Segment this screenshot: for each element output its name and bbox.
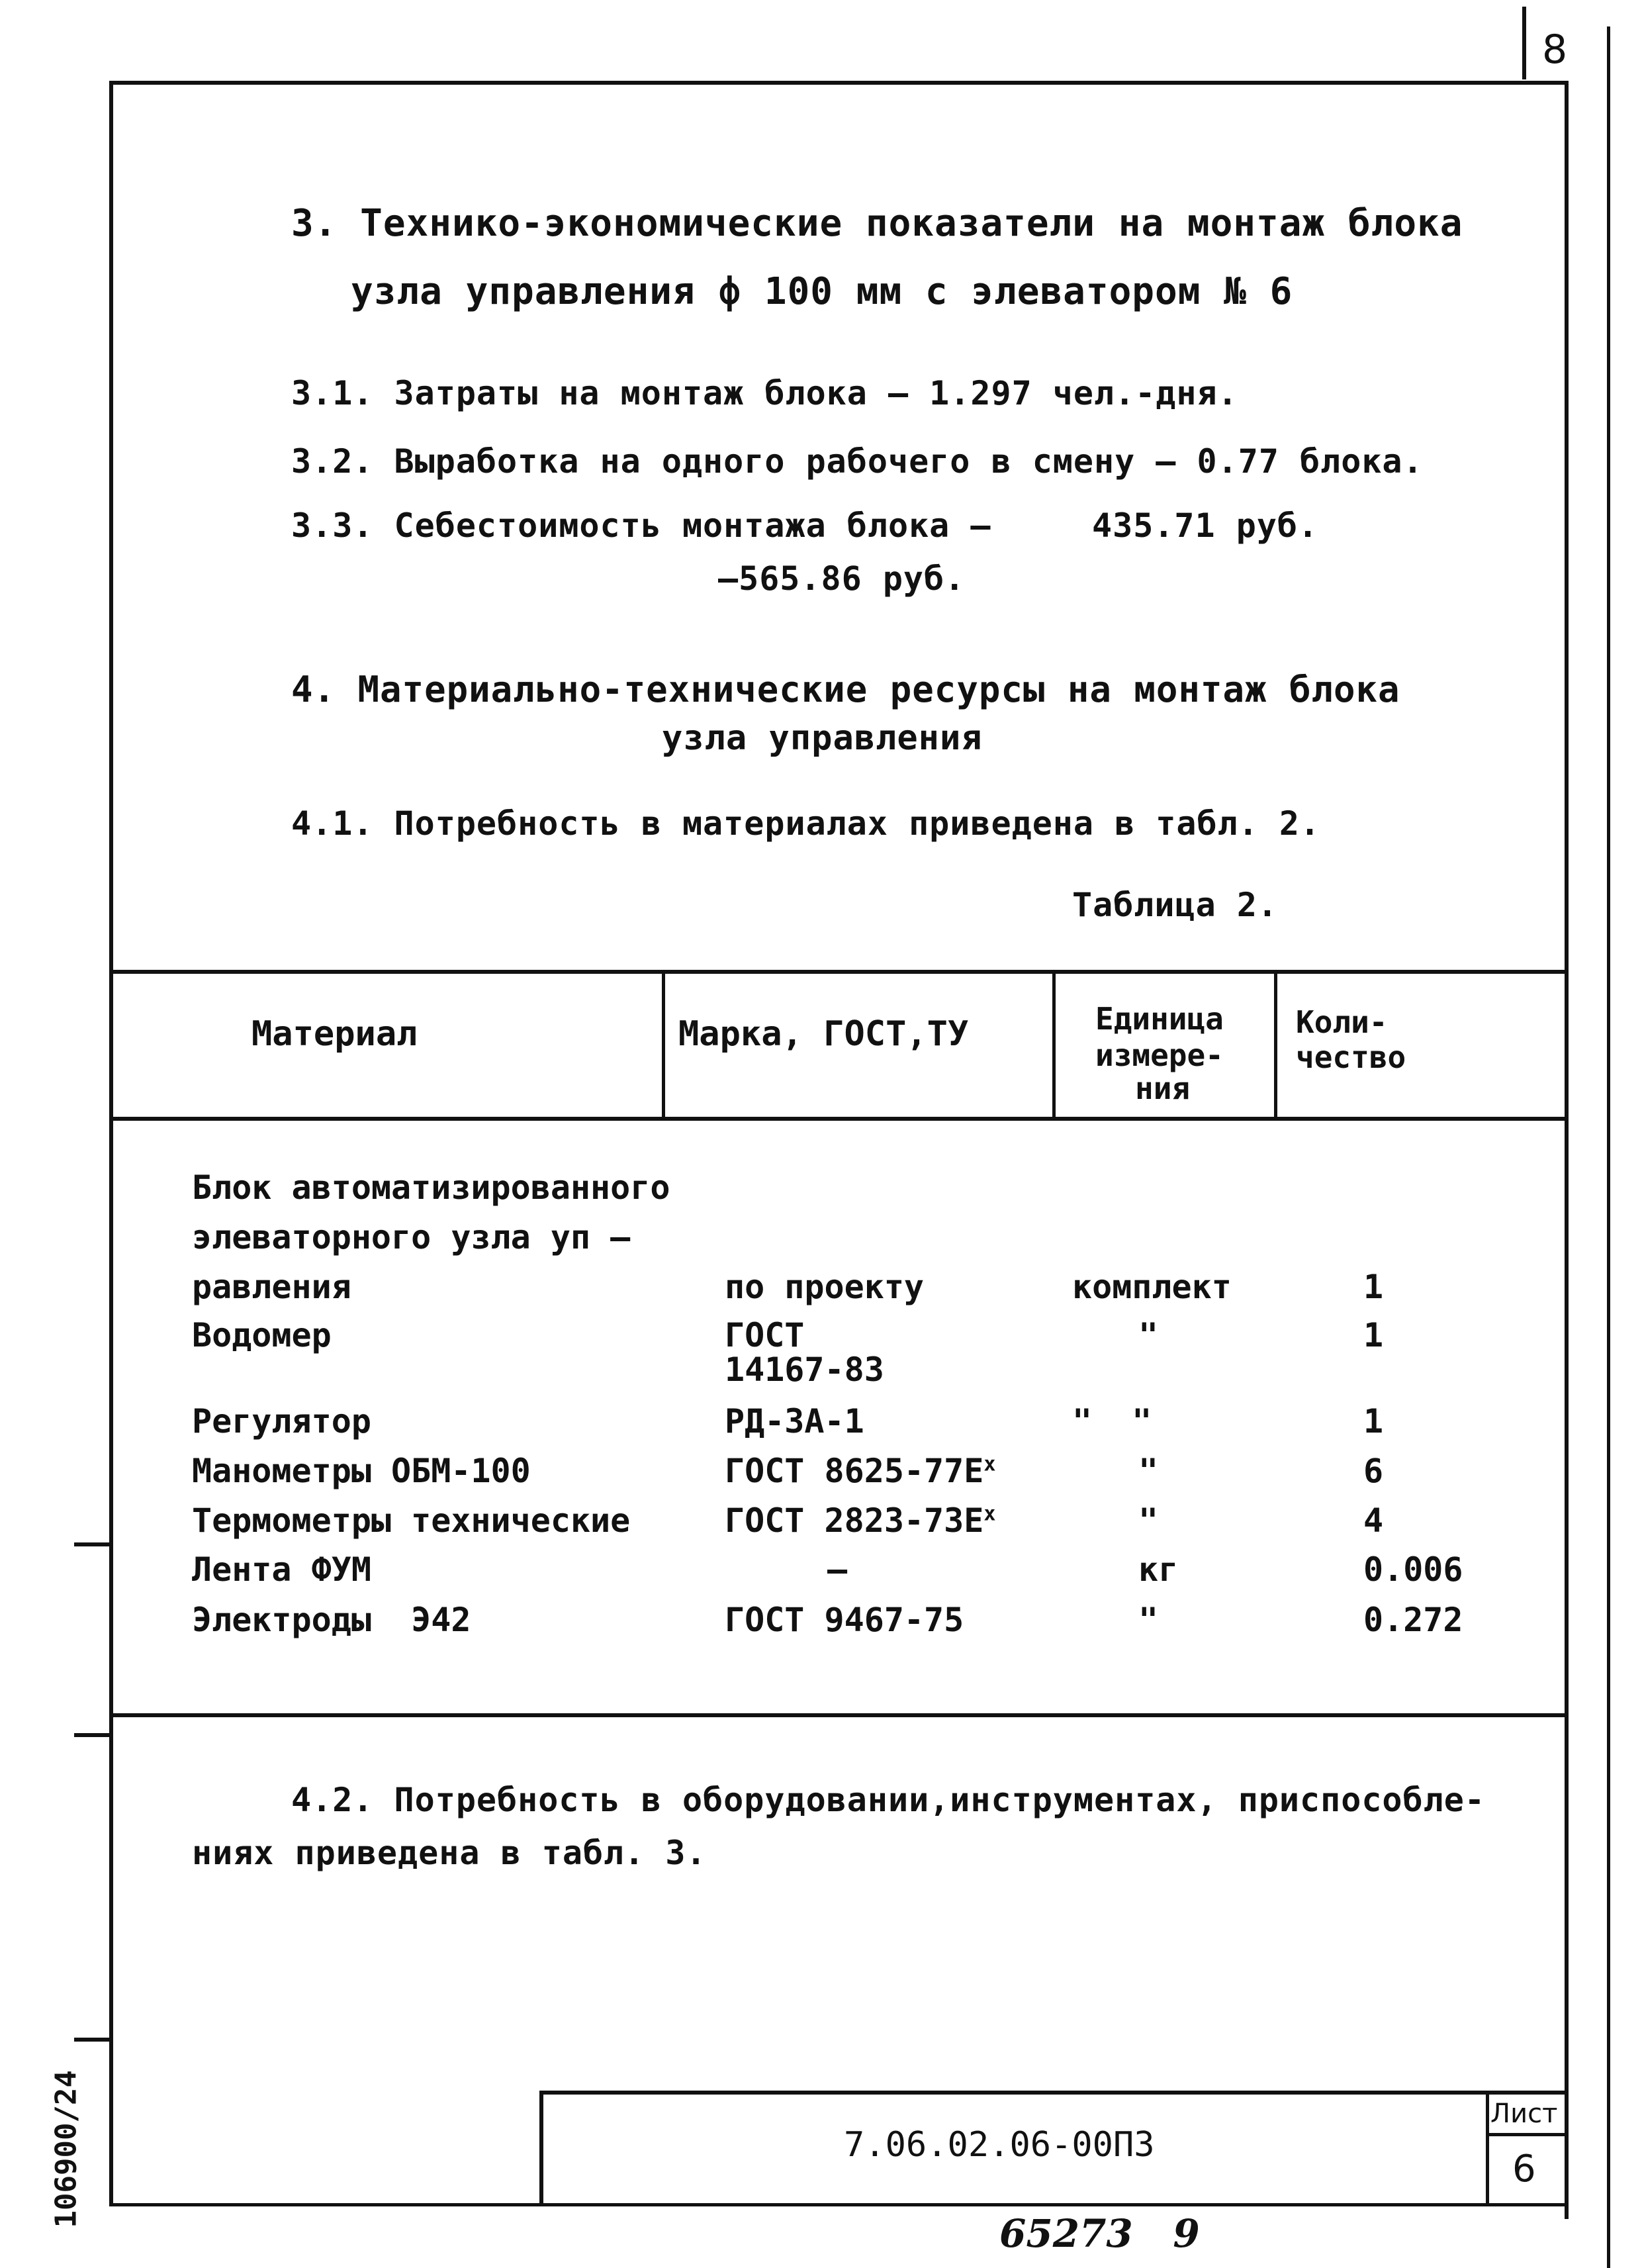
header-unit-l2: измере- — [1095, 1037, 1224, 1073]
row3-unit: " " — [1072, 1402, 1152, 1441]
frame-left — [109, 81, 113, 2206]
table-col-divider-2 — [1052, 970, 1056, 1119]
row2-mark-l1: ГОСТ — [725, 1316, 805, 1354]
margin-tick-2 — [74, 1733, 113, 1737]
titleblock-top — [539, 2091, 1569, 2095]
row4-mark-wrap — [725, 1452, 995, 1490]
row7-name: Электроды Э42 — [192, 1601, 471, 1639]
row4-unit: " — [1138, 1452, 1159, 1490]
row1-name-l2: элеваторного узла уп – — [192, 1218, 631, 1256]
item42-line2: ниях приведена в табл. 3. — [192, 1834, 707, 1872]
row5-mark: ГОСТ 2823-73Е — [725, 1501, 984, 1540]
titleblock-divider — [1486, 2091, 1489, 2206]
header-qty-l1: Коли- — [1296, 1004, 1388, 1040]
row1-qty: 1 — [1363, 1268, 1384, 1306]
row1-name-l3: равления — [192, 1268, 351, 1306]
table-col-divider-3 — [1274, 970, 1277, 1119]
section4-title-line1: 4. Материально-технические ресурсы на монтаж блока — [291, 669, 1400, 710]
row2-name: Водомер — [192, 1316, 332, 1354]
header-unit-l3: ния — [1135, 1070, 1191, 1106]
row1-name-l1: Блок автоматизированного — [192, 1168, 670, 1207]
section3-item3-label: 3.3. Себестоимость монтажа блока – — [291, 506, 991, 545]
row1-mark: по проекту — [725, 1268, 925, 1306]
section3-item3-value1: 435.71 руб. — [1092, 506, 1319, 545]
section3-item3-value2: –565.86 руб. — [718, 559, 966, 598]
section3-item1: 3.1. Затраты на монтаж блока – 1.297 чел.-дня. — [291, 374, 1238, 412]
frame-outer-right — [1607, 26, 1610, 2268]
row2-unit: " — [1138, 1316, 1159, 1354]
row4-qty: 6 — [1363, 1452, 1384, 1490]
section3-title-line2: узла управления ф 100 мм с элеватором № 6 — [351, 270, 1293, 313]
row6-qty: 0.006 — [1363, 1550, 1463, 1589]
table-bottom-rule — [109, 1713, 1569, 1717]
margin-tick-1 — [74, 1542, 113, 1546]
row5-qty: 4 — [1363, 1501, 1384, 1540]
row4-mark-sup: х — [983, 1452, 996, 1476]
section3-title-line1: 3. Технико-экономические показатели на монтаж блока — [291, 202, 1463, 245]
row3-name: Регулятор — [192, 1402, 371, 1441]
row3-mark: РД-3А-1 — [725, 1402, 864, 1441]
row7-qty: 0.272 — [1363, 1601, 1463, 1639]
header-qty-l2: чество — [1296, 1039, 1406, 1075]
table-top-rule — [109, 970, 1569, 974]
row7-unit: " — [1138, 1601, 1159, 1639]
row5-mark-wrap — [725, 1501, 995, 1540]
row2-qty: 1 — [1363, 1316, 1384, 1354]
frame-right — [1565, 81, 1569, 2219]
row5-mark-sup: х — [983, 1502, 996, 1526]
row4-mark: ГОСТ 8625-77Е — [725, 1452, 984, 1490]
frame-bottom — [109, 2203, 1569, 2206]
side-stamp: 106900/24 — [49, 2070, 83, 2228]
table-col-divider-1 — [662, 970, 665, 1119]
doc-code: 7.06.02.06-00ПЗ — [844, 2125, 1155, 2165]
row6-unit: кг — [1138, 1550, 1179, 1589]
table-header-rule — [109, 1117, 1569, 1121]
row2-mark-l2: 14167-83 — [725, 1350, 884, 1389]
section4-title-line2: узла управления — [662, 718, 983, 758]
page-number-divider — [1522, 7, 1526, 79]
item42-line1: 4.2. Потребность в оборудовании,инструментах, приспособле- — [291, 1781, 1485, 1819]
row6-name: Лента ФУМ — [192, 1550, 371, 1589]
row4-name: Манометры ОБМ-100 — [192, 1452, 531, 1490]
frame-top — [109, 81, 1569, 85]
section4-item1: 4.1. Потребность в материалах приведена в табл. 2. — [291, 804, 1321, 843]
header-unit-l1: Единица — [1095, 1001, 1224, 1037]
page-number: 8 — [1542, 26, 1568, 73]
row5-name: Термометры технические — [192, 1501, 631, 1540]
titleblock-sheet-rule — [1486, 2133, 1569, 2136]
header-mark: Марка, ГОСТ,ТУ — [678, 1014, 969, 1054]
section3-item2: 3.2. Выработка на одного рабочего в смену — 0.77 блока. — [291, 442, 1424, 481]
sheet-label: Лист — [1490, 2099, 1558, 2129]
row5-unit: " — [1138, 1501, 1159, 1540]
sheet-number: 6 — [1512, 2148, 1536, 2191]
table-caption: Таблица 2. — [1072, 886, 1279, 924]
row3-qty: 1 — [1363, 1402, 1384, 1441]
header-material: Материал — [251, 1014, 418, 1054]
bottom-number: 65273 9 — [999, 2211, 1200, 2256]
row1-unit: комплект — [1072, 1268, 1232, 1306]
row6-mark: – — [827, 1550, 848, 1589]
row7-mark: ГОСТ 9467-75 — [725, 1601, 964, 1639]
titleblock-left — [539, 2091, 543, 2206]
